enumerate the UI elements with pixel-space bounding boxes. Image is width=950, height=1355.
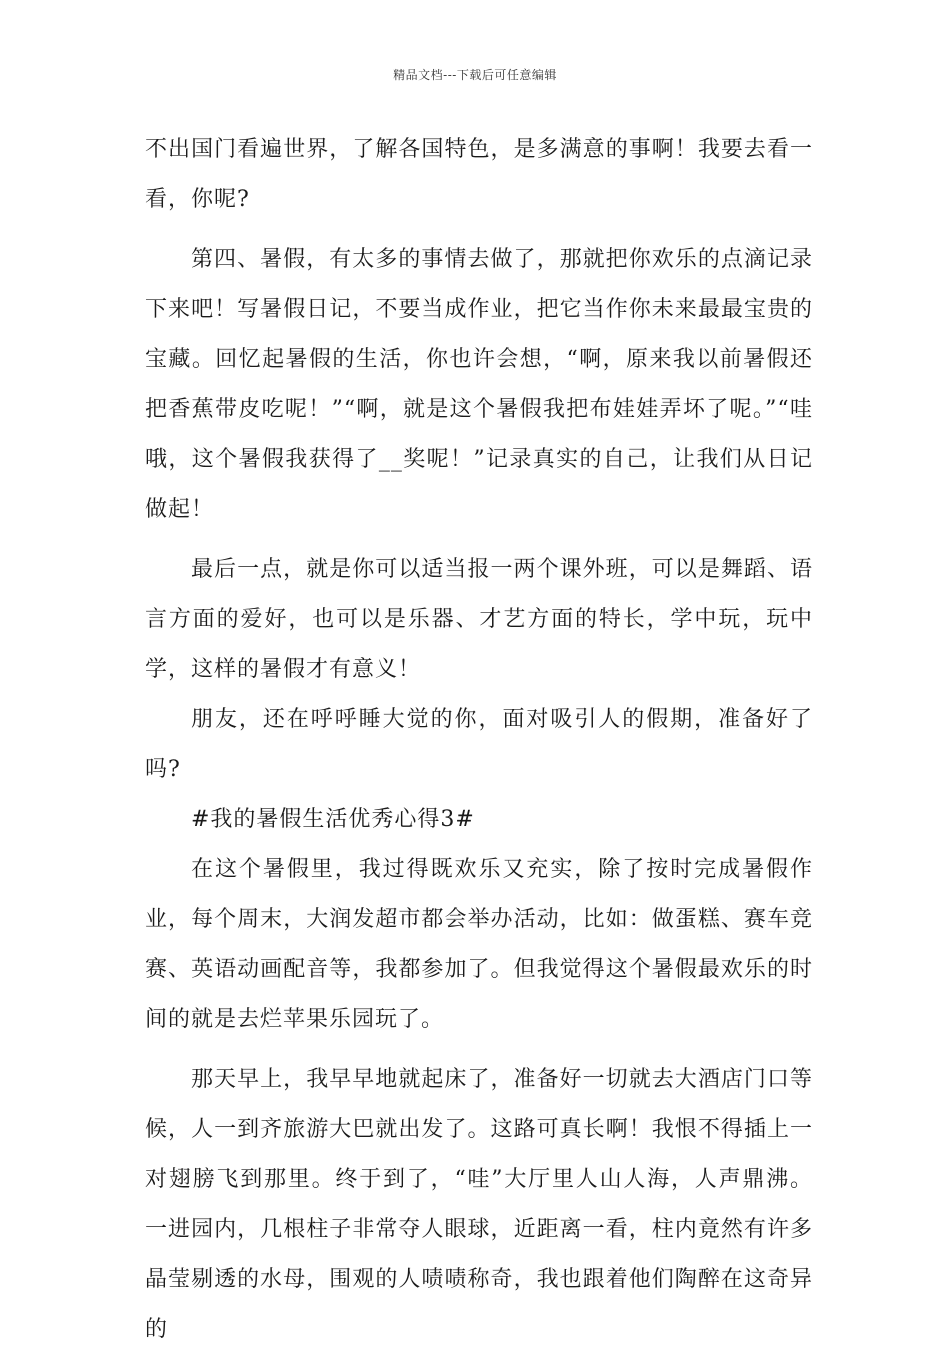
document-body [145,125,813,1355]
page-header: 精品文档---下载后可任意编辑 [393,68,557,82]
paragraph-1: 不出国门看遍世界，了解各国特色，是多满意的事啊！我要去看一看，你呢? [145,137,813,212]
paragraph-5: 在这个暑假里，我过得既欢乐又充实，除了按时完成暑假作业，每个周末，大润发超市都会举办活动，比如：做蛋糕、赛车竞赛、英语动画配音等，我都参加了。但我觉得这个暑假最欢乐的时间的就是去烂苹果乐园玩了。 [145,857,813,1032]
paragraph-3: 最后一点，就是你可以适当报一两个课外班，可以是舞蹈、语言方面的爱好，也可以是乐器、才艺方面的特长，学中玩，玩中学，这样的暑假才有意义！ [145,557,813,682]
paragraph-4: 朋友，还在呼呼睡大觉的你，面对吸引人的假期，准备好了吗? [145,707,813,782]
paragraph-6: 那天早上，我早早地就起床了，准备好一切就去大酒店门口等候，人一到齐旅游大巴就出发了。这路可真长啊！我恨不得插上一对翅膀飞到那里。终于到了，“哇”大厅里人山人海，人声鼎沸。一进园内，几根柱子非常夺人眼球，近距离一看，柱内竟然有许多晶莹剔透的水母，围观的人啧啧称奇，我也跟着他们陶醉在这奇异的 [145,1067,813,1342]
section-heading: #我的暑假生活优秀心得3# [191,807,475,832]
paragraph-2: 第四、暑假，有太多的事情去做了，那就把你欢乐的点滴记录下来吧！写暑假日记，不要当成作业，把它当作你未来最最宝贵的宝藏。回忆起暑假的生活，你也许会想，“啊，原来我以前暑假还把香蕉带皮吃呢！”“啊，就是这个暑假我把布娃娃弄坏了呢。”“哇哦，这个暑假我获得了__奖呢！”记录真实的自己，让我们从日记做起！ [145,247,813,522]
